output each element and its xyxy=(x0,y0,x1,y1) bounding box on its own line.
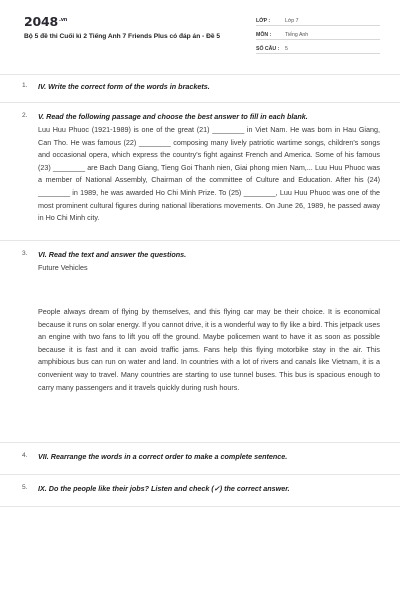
question-heading: IV. Write the correct form of the words in brackets. xyxy=(38,82,210,91)
question-number: 4. xyxy=(22,452,28,459)
meta-class-value: Lớp 7 xyxy=(285,18,299,24)
site-logo[interactable]: $2048^{.vn}$ xyxy=(24,14,68,29)
question-5 xyxy=(22,484,380,496)
divider xyxy=(0,506,400,507)
meta-subject-label: MÔN : xyxy=(256,32,272,38)
meta-class xyxy=(256,16,380,26)
exam-title: Bộ 5 đề thi Cuối kì 2 Tiếng Anh 7 Friends Plus có đáp án - Đề 5 xyxy=(24,33,221,40)
divider xyxy=(0,442,400,443)
meta-subject-value: Tiếng Anh xyxy=(285,32,309,38)
question-number: 1. xyxy=(22,82,28,89)
page-header xyxy=(0,0,400,62)
question-number: 5. xyxy=(22,484,28,491)
meta-class-label: LỚP : xyxy=(256,18,271,24)
divider xyxy=(0,102,400,103)
meta-count xyxy=(256,44,380,54)
question-1 xyxy=(22,82,380,94)
question-number: 2. xyxy=(22,112,28,119)
question-4 xyxy=(22,452,380,464)
question-heading: VI. Read the text and answer the questions. xyxy=(38,250,187,259)
question-heading: IX. Do the people like their jobs? Listen and check (✓) the correct answer. xyxy=(38,484,290,493)
meta-count-label: SỐ CÂU : xyxy=(256,46,280,52)
question-heading: VII. Rearrange the words in a correct order to make a complete sentence. xyxy=(38,452,288,461)
question-3 xyxy=(22,250,380,440)
passage-subtitle: Future Vehicles xyxy=(38,263,88,272)
divider xyxy=(0,240,400,241)
question-heading: V. Read the following passage and choose the best answer to fill in each blank. xyxy=(38,112,308,121)
meta-count-value: 5 xyxy=(285,46,288,52)
passage-text: People always dream of flying by themselves, and this flying car may be their choice. It is economical because it runs on solar energy. If you cannot drive, it is a wonderful way to fly like a bird. This jetpack uses an engine with two fans to lift you off the ground. Maybe policemen want to have it as soon as possible because it is fast and it can avoid traffic jams. Fans help this flying motorbike stay in the air. This amphibious bus can run on water and land. In countries with a lot of rivers and canals like Vietnam, it is a convenient way to travel. Many countries are starting to use tunnel buses. This bus is spacious enough to carry many passengers and it travels quickly during rush hours. xyxy=(38,307,380,392)
divider xyxy=(0,74,400,75)
question-number: 3. xyxy=(22,250,28,257)
divider xyxy=(0,474,400,475)
passage-text: Luu Huu Phuoc (1921-1989) is one of the great (21) ________ in Viet Nam. He was born in Hau Giang, Can Tho. He was famous (22) ________ composing many lively patriotic wartime songs, children's songs and occasional opera, which express the country's fight against French and America. Some of his famous (23) ________ are Bach Dang Giang, Tieng Goi Thanh nien, Giai phong mien Nam,... Luu Huu Phuoc was a member of National Assembly, Chairman of the committee of Culture and Education. After his (24) ________ in 1989, he was awarded Ho Chi Minh Prize. To (25) ________, Luu Huu Phuoc was one of the most prominent cultural figures during national liberations movements. On June 26, 1989, he passed away in Ho Chi Minh city. xyxy=(38,125,380,223)
meta-subject xyxy=(256,30,380,40)
